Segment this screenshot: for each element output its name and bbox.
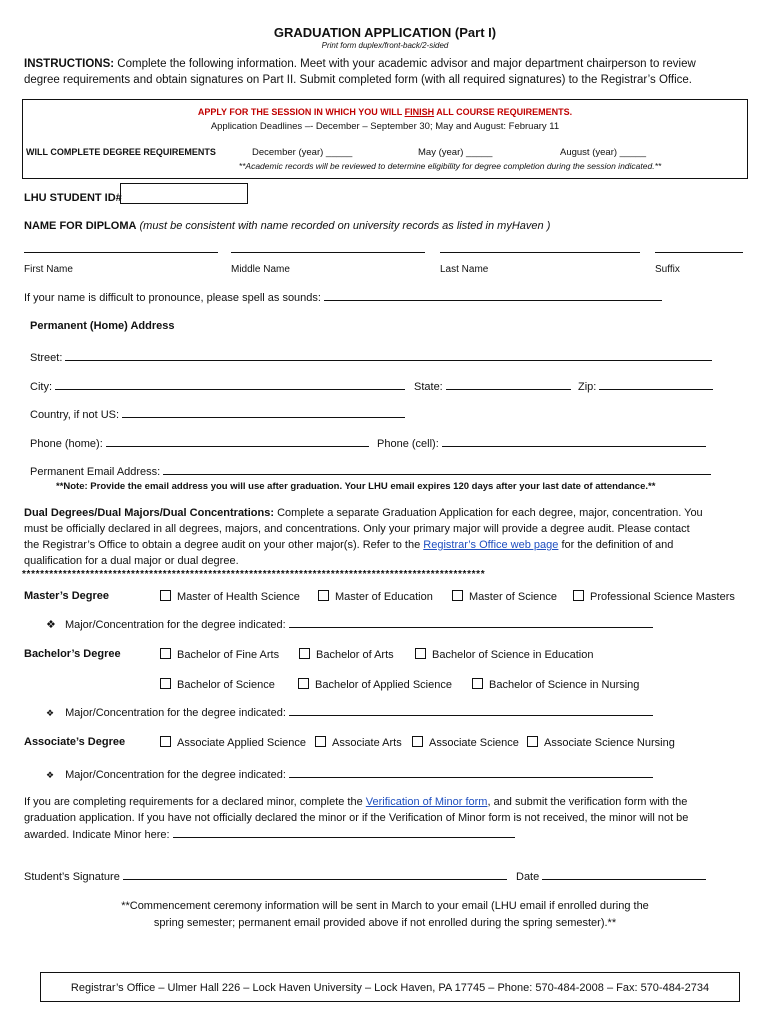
- zip-line[interactable]: [599, 380, 713, 390]
- may-year-field[interactable]: May (year) _____: [418, 147, 493, 158]
- dual-line-1: Dual Degrees/Dual Majors/Dual Concentrations: Complete a separate Graduation Application for each degree, major, concentration. You: [24, 507, 703, 519]
- august-year-field[interactable]: August (year) _____: [560, 147, 647, 158]
- diamond-bullet-icon: ❖: [46, 708, 55, 718]
- checkbox-icon[interactable]: [298, 678, 309, 689]
- diploma-name-heading: NAME FOR DIPLOMA (must be consistent with name recorded on university records as listed in myHaven ): [24, 220, 551, 232]
- street-line[interactable]: [65, 351, 712, 361]
- diamond-bullet-icon: ❖: [46, 770, 55, 780]
- instructions-label: INSTRUCTIONS:: [24, 58, 115, 70]
- dual-line-2: must be officially declared in all degrees, majors, and concentrations. Only your primary major will provide a degree audit. Please contact: [24, 523, 690, 535]
- phone-cell-line[interactable]: [442, 437, 706, 447]
- date-line[interactable]: [542, 870, 706, 880]
- checkbox-icon[interactable]: [160, 736, 171, 747]
- dual-line-3: the Registrar’s Office to obtain a degree audit on your other major(s). Refer to the Registrar’s Office web page for the definition of and: [24, 539, 674, 551]
- checkbox-icon[interactable]: [160, 678, 171, 689]
- bachelors-major-row: ❖ Major/Concentration for the degree indicated:: [46, 706, 653, 719]
- dual-line-4: qualification for a dual major or dual degree.: [24, 555, 239, 567]
- instructions-line-1: [24, 58, 696, 70]
- apply-session-notice: APPLY FOR THE SESSION IN WHICH YOU WILL FINISH ALL COURSE REQUIREMENTS.: [197, 107, 573, 117]
- minor-line-1: If you are completing requirements for a declared minor, complete the Verification of Minor form, and submit the verification form with the: [24, 796, 688, 808]
- phone-home-line[interactable]: [106, 437, 369, 447]
- country-row: Country, if not US:: [30, 408, 405, 421]
- verification-of-minor-link[interactable]: Verification of Minor form: [365, 796, 488, 808]
- bachelors-major-line[interactable]: [289, 706, 653, 716]
- masters-option-health-science[interactable]: Master of Health Science: [160, 590, 300, 603]
- bachelors-label: Bachelor’s Degree: [24, 648, 121, 660]
- page-title: GRADUATION APPLICATION (Part I): [273, 25, 497, 40]
- eligibility-note: **Academic records will be reviewed to determine eligibility for degree completion during the session indicated.**: [238, 161, 662, 171]
- minor-line-2: graduation application. If you have not officially declared the minor or if the Verification of Minor form is not received, the minor will not be: [24, 812, 689, 824]
- masters-option-education[interactable]: Master of Education: [318, 590, 433, 603]
- first-name-line[interactable]: [24, 252, 218, 253]
- masters-major-row: ❖ Major/Concentration for the degree indicated:: [46, 618, 653, 631]
- city-row: City:: [30, 380, 405, 393]
- state-line[interactable]: [446, 380, 571, 390]
- checkbox-icon[interactable]: [573, 590, 584, 601]
- signature-line[interactable]: [123, 870, 507, 880]
- bachelors-option-applied-science[interactable]: Bachelor of Applied Science: [298, 678, 452, 691]
- bachelors-option-arts[interactable]: Bachelor of Arts: [299, 648, 394, 661]
- date-row: Date: [516, 870, 706, 883]
- masters-major-line[interactable]: [289, 618, 653, 628]
- checkbox-icon[interactable]: [527, 736, 538, 747]
- checkbox-icon[interactable]: [299, 648, 310, 659]
- bachelors-option-nursing[interactable]: Bachelor of Science in Nursing: [472, 678, 639, 691]
- instructions-text-2: degree requirements and obtain signatures on Part II. Submit completed form (with all required signatures) to the Registrar’s Office.: [24, 74, 692, 86]
- first-name-label: First Name: [24, 264, 73, 275]
- bachelors-option-science-education[interactable]: Bachelor of Science in Education: [415, 648, 593, 661]
- instructions-text-1: Complete the following information. Meet with your academic advisor and major department chairperson to review: [117, 58, 696, 70]
- zip-row: Zip:: [578, 380, 713, 393]
- pronounce-row: If your name is difficult to pronounce, please spell as sounds:: [24, 291, 662, 304]
- associates-option-arts[interactable]: Associate Arts: [315, 736, 402, 749]
- associates-option-applied-science[interactable]: Associate Applied Science: [160, 736, 306, 749]
- masters-option-science[interactable]: Master of Science: [452, 590, 557, 603]
- registrar-web-page-link[interactable]: Registrar’s Office web page: [423, 539, 559, 551]
- checkbox-icon[interactable]: [315, 736, 326, 747]
- minor-input-line[interactable]: [173, 828, 515, 838]
- associates-option-science[interactable]: Associate Science: [412, 736, 519, 749]
- footer-contact: Registrar’s Office – Ulmer Hall 226 – Lock Haven University – Lock Haven, PA 17745 – Phone: 570-484-2008 – Fax: 570-484-2734: [70, 982, 710, 994]
- address-heading: Permanent (Home) Address: [30, 320, 175, 332]
- associates-option-science-nursing[interactable]: Associate Science Nursing: [527, 736, 675, 749]
- student-id-label: LHU STUDENT ID#: [24, 192, 122, 204]
- bachelors-option-fine-arts[interactable]: Bachelor of Fine Arts: [160, 648, 279, 661]
- email-line[interactable]: [163, 465, 711, 475]
- bachelors-option-science[interactable]: Bachelor of Science: [160, 678, 275, 691]
- associates-label: Associate’s Degree: [24, 736, 126, 748]
- page-subtitle: Print form duplex/front-back/2-sided: [321, 41, 449, 50]
- checkbox-icon[interactable]: [318, 590, 329, 601]
- last-name-line[interactable]: [440, 252, 640, 253]
- country-line[interactable]: [122, 408, 405, 418]
- pronounce-line[interactable]: [324, 291, 662, 301]
- street-row: Street:: [30, 351, 712, 364]
- commencement-note-line-2: spring semester; permanent email provided above if not enrolled during the spring semester).**: [153, 917, 617, 929]
- email-row: Permanent Email Address:: [30, 465, 711, 478]
- suffix-line[interactable]: [655, 252, 743, 253]
- city-line[interactable]: [55, 380, 405, 390]
- commencement-note-line-1: **Commencement ceremony information will be sent in March to your email (LHU email if enrolled during the: [121, 900, 649, 912]
- checkbox-icon[interactable]: [160, 648, 171, 659]
- december-year-field[interactable]: December (year) _____: [252, 147, 353, 158]
- middle-name-label: Middle Name: [231, 264, 290, 275]
- associates-major-line[interactable]: [289, 768, 653, 778]
- masters-label: Master’s Degree: [24, 590, 109, 602]
- email-note: **Note: Provide the email address you will use after graduation. Your LHU email expires 120 days after your last date of attendance.**: [56, 481, 656, 492]
- middle-name-line[interactable]: [231, 252, 425, 253]
- masters-option-professional-science[interactable]: Professional Science Masters: [573, 590, 735, 603]
- minor-line-3: awarded. Indicate Minor here:: [24, 828, 515, 841]
- last-name-label: Last Name: [440, 264, 489, 275]
- checkbox-icon[interactable]: [160, 590, 171, 601]
- phone-cell-row: Phone (cell):: [377, 437, 706, 450]
- student-id-input[interactable]: [120, 183, 248, 204]
- state-row: State:: [414, 380, 571, 393]
- checkbox-icon[interactable]: [472, 678, 483, 689]
- associates-major-row: ❖ Major/Concentration for the degree indicated:: [46, 768, 653, 781]
- application-deadlines: Application Deadlines –- December – September 30; May and August: February 11: [210, 121, 560, 132]
- signature-row: Student’s Signature: [24, 870, 507, 883]
- will-complete-label: WILL COMPLETE DEGREE REQUIREMENTS: [26, 147, 216, 157]
- phone-home-row: Phone (home):: [30, 437, 369, 450]
- checkbox-icon[interactable]: [415, 648, 426, 659]
- suffix-label: Suffix: [655, 264, 680, 275]
- diamond-bullet-icon: ❖: [46, 619, 56, 631]
- checkbox-icon[interactable]: [412, 736, 423, 747]
- checkbox-icon[interactable]: [452, 590, 463, 601]
- separator-stars: ******************************************************************************************************: [22, 569, 486, 580]
